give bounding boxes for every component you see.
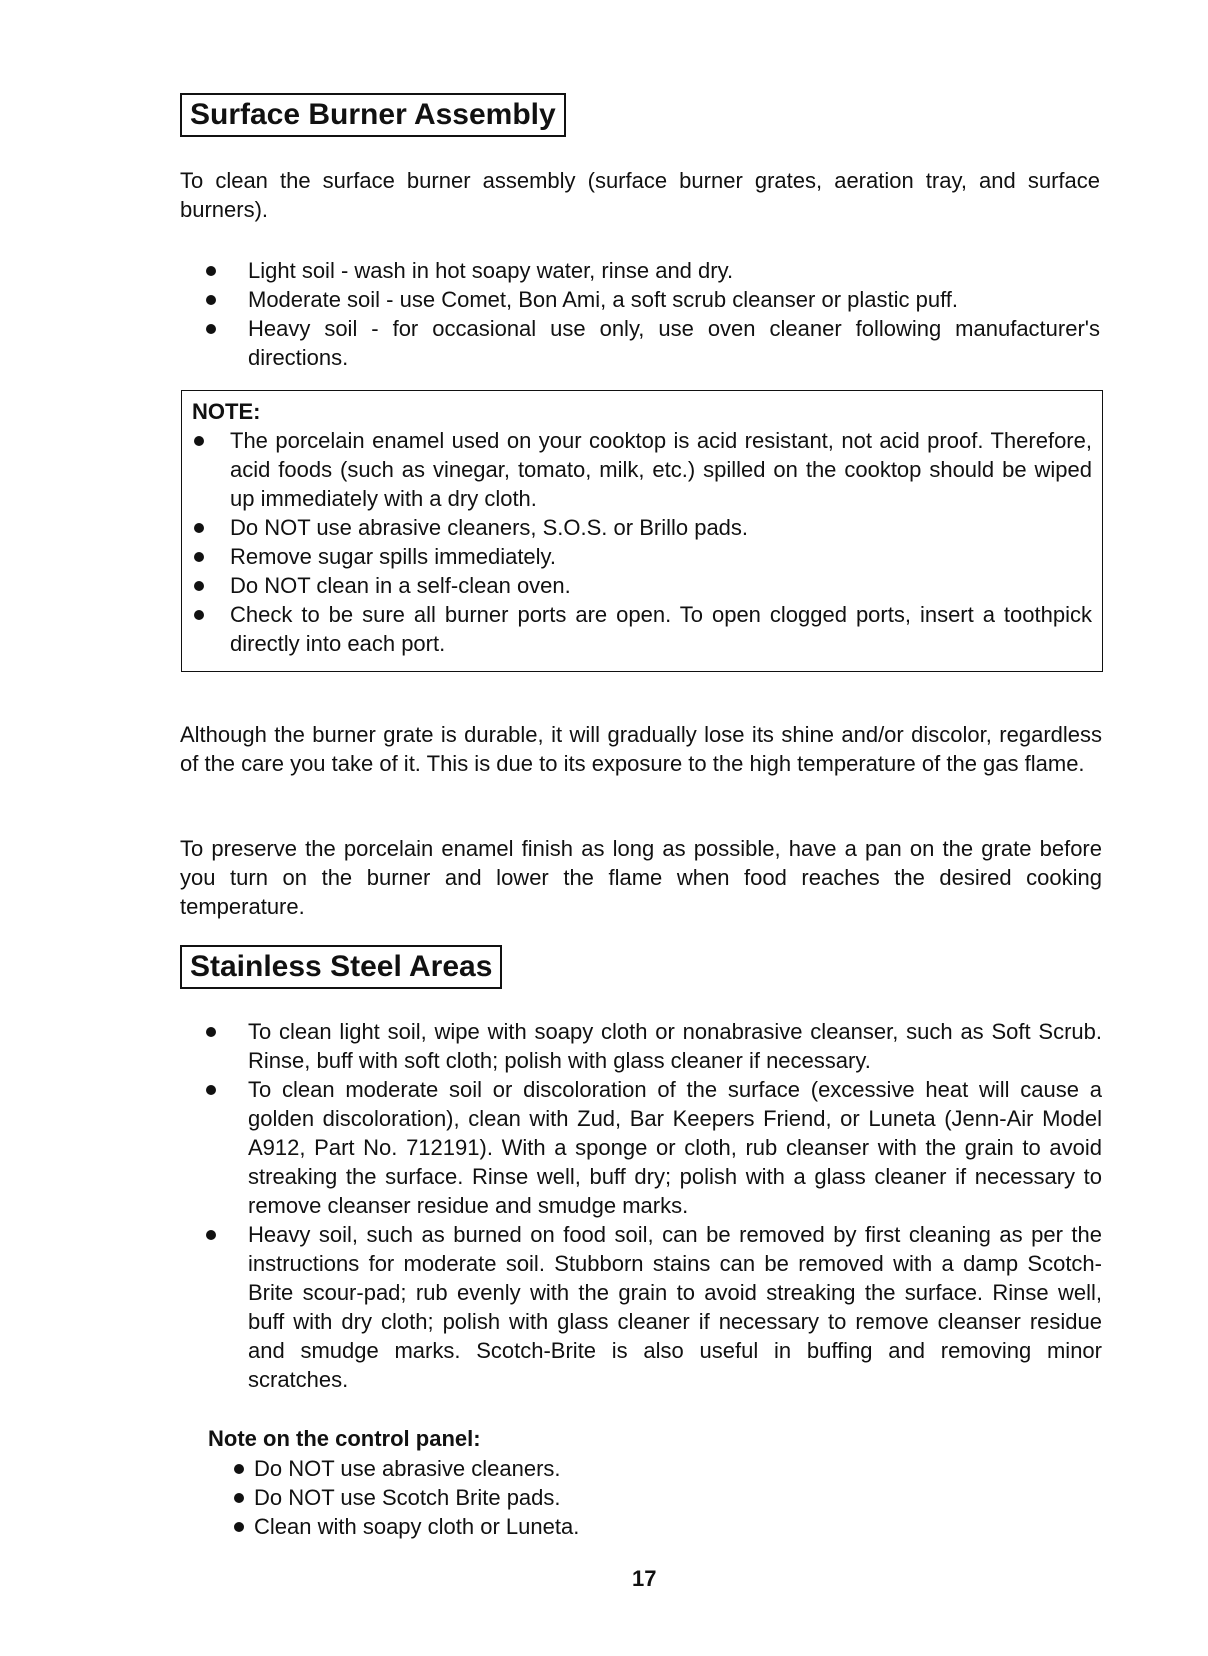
- control-panel-list: [232, 1454, 932, 1541]
- stainless-bullet-list: [200, 1017, 1102, 1394]
- list-item: To clean moderate soil or discoloration of the surface (excessive heat will cause a golden discoloration), clean with Zud, Bar Keepers Friend, or Luneta (Jenn-Air Model A912, Part No. 712191). With a sponge or cloth, rub cleanser with the grain to avoid streaking the surface. Rinse well, buff dry; polish with a glass cleaner if necessary to remove cleanser residue and smudge marks.: [200, 1075, 1102, 1220]
- list-item: The porcelain enamel used on your cooktop is acid resistant, not acid proof. Therefore, acid foods (such as vinegar, tomato, milk, etc.) spilled on the cooktop should be wiped up immediately with a dry cloth.: [192, 426, 1092, 513]
- list-item: Heavy soil - for occasional use only, use oven cleaner following manufacturer's directions.: [200, 314, 1100, 372]
- list-item: Do NOT use abrasive cleaners, S.O.S. or Brillo pads.: [192, 513, 1092, 542]
- list-item: Do NOT clean in a self-clean oven.: [192, 571, 1092, 600]
- control-panel-note-title: Note on the control panel:: [208, 1426, 481, 1451]
- list-item: Do NOT use Scotch Brite pads.: [232, 1483, 932, 1512]
- preserve-finish-paragraph: To preserve the porcelain enamel finish as long as possible, have a pan on the grate before you turn on the burner and lower the flame when food reaches the desired cooking temperature.: [180, 836, 1102, 919]
- list-item: Clean with soapy cloth or Luneta.: [232, 1512, 932, 1541]
- list-item: Remove sugar spills immediately.: [192, 542, 1092, 571]
- list-item: Check to be sure all burner ports are open. To open clogged ports, insert a toothpick directly into each port.: [192, 600, 1092, 658]
- note-box: [181, 390, 1103, 672]
- list-item: Do NOT use abrasive cleaners.: [232, 1454, 932, 1483]
- page-number: 17: [632, 1566, 657, 1591]
- list-item: Light soil - wash in hot soapy water, rinse and dry.: [200, 256, 1100, 285]
- intro-paragraph: To clean the surface burner assembly (surface burner grates, aeration tray, and surface burners).: [180, 168, 1100, 222]
- list-item: Heavy soil, such as burned on food soil, can be removed by first cleaning as per the instructions for moderate soil. Stubborn stains can be removed with a damp Scotch-Brite scour-pad; rub evenly with the grain to avoid streaking the surface. Rinse well, buff with dry cloth; polish with glass cleaner if necessary to remove cleanser residue and smudge marks. Scotch-Brite is also useful in buffing and removing minor scratches.: [200, 1220, 1102, 1394]
- grate-durability-paragraph: Although the burner grate is durable, it will gradually lose its shine and/or discolor, regardless of the care you take of it. This is due to its exposure to the high temperature of the gas flame.: [180, 722, 1102, 776]
- note-title: NOTE:: [192, 399, 261, 424]
- list-item: Moderate soil - use Comet, Bon Ami, a soft scrub cleanser or plastic puff.: [200, 285, 1100, 314]
- note-list: [192, 426, 1092, 658]
- section-title-stainless-steel: Stainless Steel Areas: [180, 945, 502, 989]
- list-item: To clean light soil, wipe with soapy cloth or nonabrasive cleanser, such as Soft Scrub. Rinse, buff with soft cloth; polish with glass cleaner if necessary.: [200, 1017, 1102, 1075]
- soil-bullet-list: [200, 256, 1100, 372]
- section-title-surface-burner: Surface Burner Assembly: [180, 93, 566, 137]
